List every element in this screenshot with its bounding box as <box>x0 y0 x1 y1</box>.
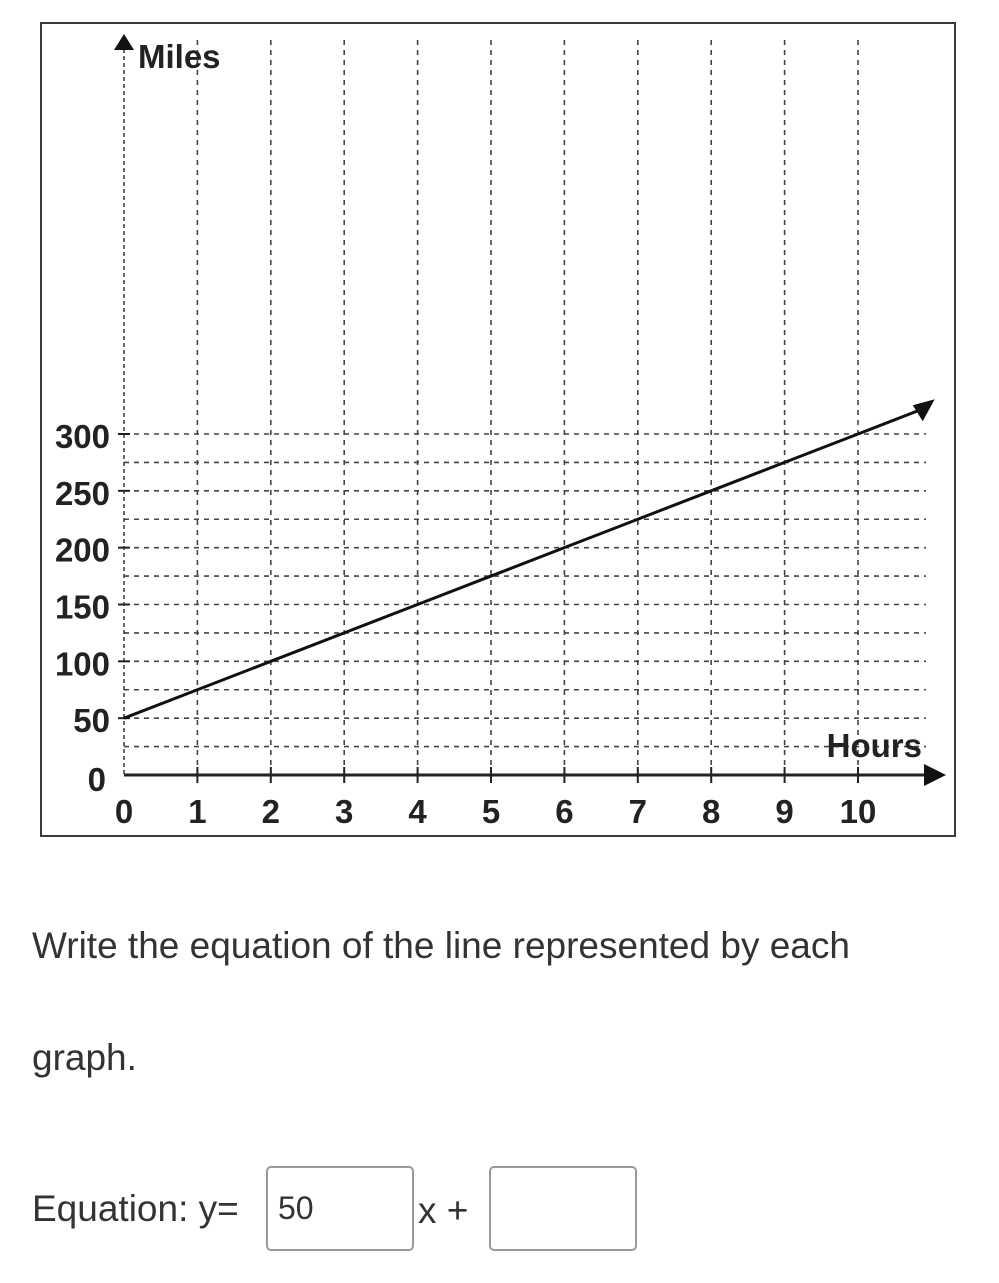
x-tick-label: 10 <box>839 793 877 830</box>
y-axis-label: Miles <box>138 38 221 75</box>
line-graph <box>40 22 956 837</box>
graph-svg <box>42 24 954 835</box>
x-tick-label: 8 <box>702 793 721 830</box>
y-tick-label: 0 <box>87 761 106 798</box>
x-tick-label: 0 <box>114 793 134 830</box>
x-tick-label: 3 <box>335 793 354 830</box>
intercept-input[interactable] <box>489 1166 637 1251</box>
equation-x-plus-text: x + <box>418 1190 469 1231</box>
question-text-line-1: Write the equation of the line represented by each <box>32 925 850 966</box>
y-axis-arrow-icon <box>114 34 134 50</box>
y-tick-label: 200 <box>54 531 110 569</box>
data-line <box>124 411 917 718</box>
equation-label: Equation: y= <box>32 1188 239 1229</box>
x-axis-arrow-icon <box>924 764 946 786</box>
y-tick-label: 50 <box>73 702 110 740</box>
slope-input[interactable] <box>266 1166 414 1251</box>
x-tick-label: 6 <box>555 793 574 830</box>
x-tick-label: 4 <box>408 793 427 830</box>
x-tick-label: 1 <box>188 793 207 830</box>
y-tick-label: 150 <box>54 588 110 626</box>
y-tick-label: 250 <box>54 474 110 512</box>
x-tick-label: 2 <box>261 793 280 830</box>
x-tick-label: 7 <box>628 793 647 830</box>
x-tick-label: 9 <box>775 793 794 830</box>
data-line-arrow-icon <box>913 399 935 421</box>
y-tick-label: 300 <box>54 417 110 455</box>
x-tick-label: 5 <box>481 793 501 830</box>
x-axis-label: Hours <box>826 727 922 764</box>
question-text-line-2: graph. <box>32 1037 137 1078</box>
y-tick-label: 100 <box>54 645 110 683</box>
grid-lines <box>124 38 926 775</box>
